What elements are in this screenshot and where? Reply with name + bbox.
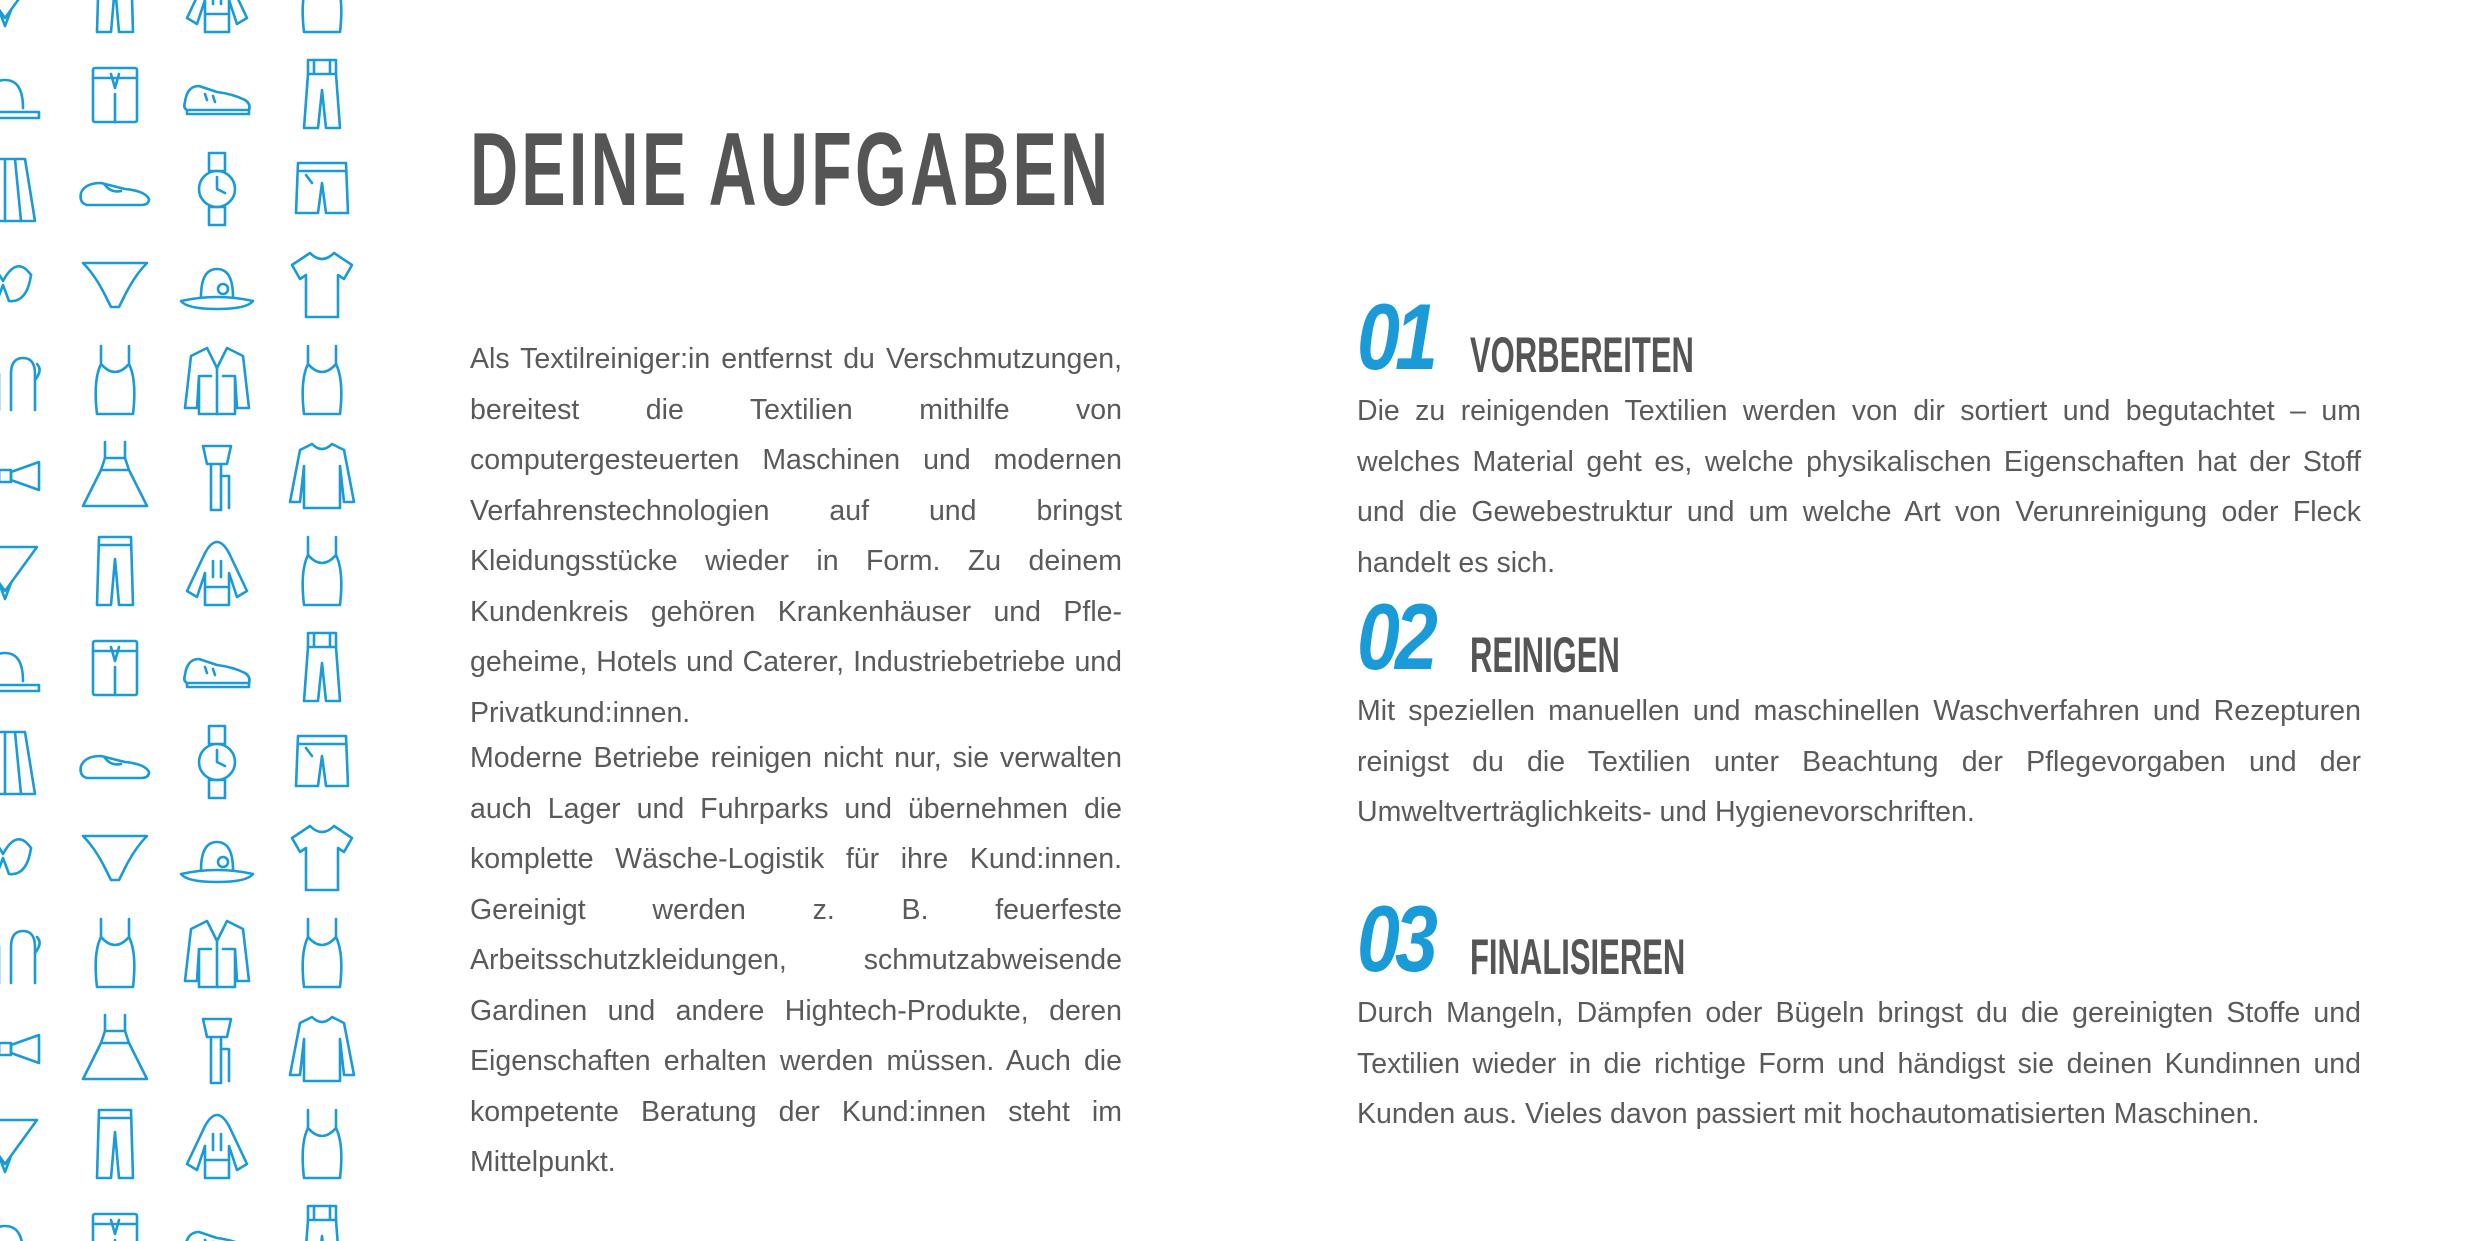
tank-top-icon (282, 1104, 362, 1184)
intro-paragraph: Moderne Betriebe reinigen nicht nur, sie verwalten auch Lager und Fuhrparks und übernehmen die komplette Wäsche-Logistik für ihre Kund:innen. Gereinigt werden z. B. feuerfeste Arbeitsschutzkleidungen, schmutzabweisende Gardinen und andere Hightech-Produkte, deren Eigenschaften erhalten werden müssen. Auch die kompetente Beratung der Kund:innen steht im Mittelpunkt. (470, 742, 1122, 1178)
task-title: VORBEREITEN (1470, 327, 1694, 383)
wristwatch-icon (177, 722, 257, 802)
dress-icon (75, 436, 155, 516)
hat-icon (0, 627, 45, 707)
task-number: 01 (1357, 284, 1433, 389)
jeans-icon (75, 0, 155, 38)
task-description: Die zu reinigenden Textilien werden von dir sortiert und begutachtet – um welches Material geht es, welche physikalischen Eigenschaften hat der Stoff und die Gewebestruktur und um welche Art von Verunreinigung oder Fleck handelt es sich. (1357, 395, 2361, 579)
sneaker-icon (177, 1200, 257, 1241)
scarf-icon (177, 1009, 257, 1089)
jeans-icon (75, 531, 155, 611)
overall-icon (282, 627, 362, 707)
task-title: REINIGEN (1470, 627, 1620, 683)
mittens-icon (0, 913, 45, 993)
thong-icon (0, 0, 45, 38)
mittens-icon (0, 340, 45, 420)
task-description: Mit speziellen manuellen und maschinellen Waschverfahren und Rezepturen reinigst du die Textilien unter Beachtung der Pflegevorgaben und der Umweltverträglichkeits- und Hygienevorschriften. (1357, 695, 2361, 828)
wristwatch-icon (177, 149, 257, 229)
loafer-icon (75, 722, 155, 802)
task-title: FINALISIEREN (1470, 929, 1686, 985)
bra-icon (0, 245, 45, 325)
page-title: DEINE AUFGABEN (470, 112, 1112, 228)
task-number: 03 (1357, 886, 1433, 991)
jeans-icon (75, 1104, 155, 1184)
sun-hat-icon (177, 818, 257, 898)
t-shirt-icon (282, 245, 362, 325)
long-sleeve-icon (282, 1009, 362, 1089)
overall-icon (282, 1200, 362, 1241)
hoodie-icon (177, 1104, 257, 1184)
bow-tie-icon (0, 436, 45, 516)
jacket-icon (177, 913, 257, 993)
skirt-icon (0, 722, 45, 802)
swim-shorts-icon (75, 1200, 155, 1241)
tank-top-icon (75, 913, 155, 993)
task-item-vorbereiten (1357, 284, 2361, 588)
task-description: Durch Mangeln, Dämpfen oder Bügeln bringst du die gereinigten Stoffe und Textilien wieder in die richtige Form und händigst sie deinen Kundinnen und Kunden aus. Vieles davon passiert mit hochautomatisierten Maschinen. (1357, 997, 2361, 1130)
tank-top-icon (282, 531, 362, 611)
bra-icon (0, 818, 45, 898)
dress-icon (75, 1009, 155, 1089)
task-item-reinigen (1357, 584, 2361, 838)
tank-top-icon (282, 913, 362, 993)
task-number: 02 (1357, 584, 1433, 689)
shorts-icon (282, 722, 362, 802)
scarf-icon (177, 436, 257, 516)
thong-icon (0, 1104, 45, 1184)
tank-top-icon (282, 0, 362, 38)
hat-icon (0, 1200, 45, 1241)
overall-icon (282, 54, 362, 134)
sneaker-icon (177, 627, 257, 707)
hat-icon (0, 54, 45, 134)
clothing-icon-pattern (0, 0, 380, 1241)
skirt-icon (0, 149, 45, 229)
briefs-icon (75, 245, 155, 325)
tank-top-icon (282, 340, 362, 420)
t-shirt-icon (282, 818, 362, 898)
briefs-icon (75, 818, 155, 898)
bow-tie-icon (0, 1009, 45, 1089)
hoodie-icon (177, 0, 257, 38)
sneaker-icon (177, 54, 257, 134)
long-sleeve-icon (282, 436, 362, 516)
tank-top-icon (75, 340, 155, 420)
sun-hat-icon (177, 245, 257, 325)
swim-shorts-icon (75, 627, 155, 707)
task-item-finalisieren (1357, 886, 2361, 1140)
swim-shorts-icon (75, 54, 155, 134)
intro-paragraph: Als Textilreiniger:in entfernst du Verschmutzungen, bereitest die Textilien mithilfe von computergesteuerten Maschinen und modernen Verfahrenstechnologien auf und bringst Kleidungsstücke wieder in Form. Zu deinem Kundenkreis gehören Krankenhäuser und Pflegeheime, Hotels und Caterer, Industriebetriebe und Privatkund:innen. (470, 343, 1122, 729)
thong-icon (0, 531, 45, 611)
hoodie-icon (177, 531, 257, 611)
loafer-icon (75, 149, 155, 229)
shorts-icon (282, 149, 362, 229)
jacket-icon (177, 340, 257, 420)
